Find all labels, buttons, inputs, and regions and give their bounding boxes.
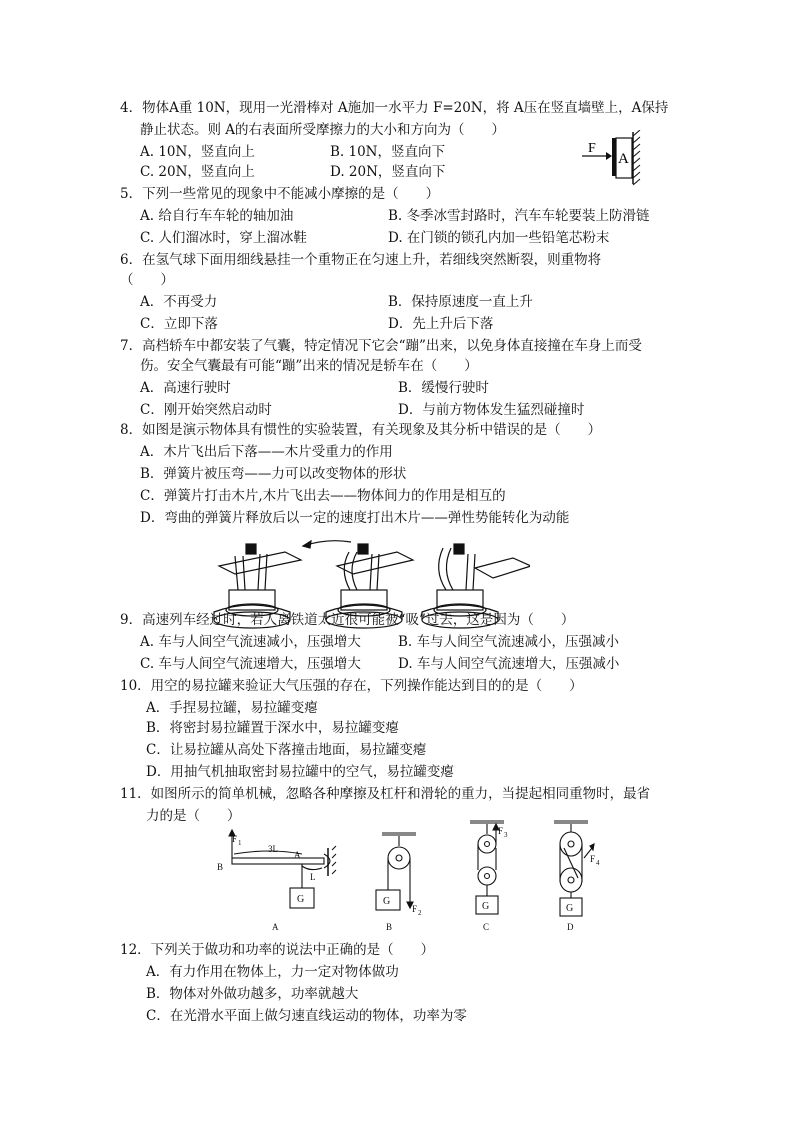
label-3l: 3L [268,844,278,854]
label-f4: F [590,854,596,864]
machine-d-pulley-block [554,820,600,932]
caption-b: B [386,922,393,932]
q4-option-b: B. 10N，竖直向下 [330,144,445,160]
q6-option-a: A．不再受力 [140,294,218,310]
label-l: L [310,872,316,882]
q7-option-c: C．刚开始突然启动时 [140,402,272,418]
q7-stem-line-1: 7．高档轿车中都安装了气囊，特定情况下它会“蹦”出来，以免身体直接撞在车身上而受 [120,338,642,354]
q9-option-c: C. 车与人间空气流速增大，压强增大 [140,656,361,672]
q4-option-c: C. 20N，竖直向上 [140,164,255,180]
q12-option-a: A．有力作用在物体上，力一定对物体做功 [146,964,399,980]
label-f4-sub: 4 [596,859,600,867]
caption-d: D [567,922,574,932]
q5-stem: 5．下列一些常见的现象中不能减小摩擦的是（ ） [120,186,440,202]
q4-label-f: F [588,141,596,156]
q6-option-b: B．保持原速度一直上升 [388,294,533,310]
label-f1-sub: 1 [238,839,242,847]
q9-stem: 9．高速列车经过时，若人离铁道太近很可能被“吸”过去，这是因为（ ） [120,612,575,628]
q7-option-d: D．与前方物体发生猛烈碰撞时 [398,402,585,418]
label-f2: F [412,904,418,914]
label-b: B [217,862,224,872]
q10-option-a: A．手捏易拉罐，易拉罐变瘪 [146,700,318,716]
q7-option-b: B．缓慢行驶时 [398,380,489,396]
q7-option-a: A．高速行驶时 [140,380,231,396]
machine-a-lever [217,830,336,932]
q4-option-a: A. 10N，竖直向上 [140,144,255,160]
q12-stem: 12．下列关于做功和功率的说法中正确的是（ ） [120,942,435,958]
q12-option-c: C．在光滑水平面上做匀速直线运动的物体，功率为零 [146,1008,467,1024]
q7-stem-line-2: 伤。安全气囊最有可能“蹦”出来的情况是轿车在（ ） [140,358,478,374]
label-f3: F [498,826,504,836]
q11-stem-line-1: 11．如图所示的简单机械，忽略各种摩擦及杠杆和滑轮的重力，当提起相同重物时，最省 [120,786,651,802]
q6-stem-line-1: 6．在氢气球下面用细线悬挂一个重物正在匀速上升，若细线突然断裂，则重物将 [120,252,602,268]
label-g-c: G [482,901,490,912]
machine-c-movable-pulley [470,820,508,932]
label-f2-sub: 2 [418,909,422,917]
q5-option-a: A. 给自行车车轮的轴加油 [140,208,294,224]
label-a-point: A [294,850,301,860]
q6-option-d: D．先上升后下落 [388,316,494,332]
q10-option-c: C．让易拉罐从高处下落撞击地面，易拉罐变瘪 [146,742,427,758]
label-g-a: G [297,894,305,905]
q8-option-b: B．弹簧片被压弯——力可以改变物体的形状 [140,466,407,482]
q4-label-a: A [618,151,629,167]
label-g-b: G [383,896,391,907]
q8-option-d: D．弯曲的弹簧片释放后以一定的速度打出木片——弹性势能转化为动能 [140,510,570,526]
q4-figure [578,130,648,186]
q9-option-a: A. 车与人间空气流速减小，压强增大 [140,634,361,650]
q9-option-b: B. 车与人间空气流速减小，压强减小 [398,634,620,650]
q11-stem-line-2: 力的是（ ） [146,808,241,824]
q8-option-a: A．木片飞出后下落——木片受重力的作用 [140,444,393,460]
machine-b-fixed-pulley [376,832,422,932]
q5-option-d: D. 在门锁的锁孔内加一些铅笔芯粉末 [388,230,610,246]
q10-option-b: B．将密封易拉罐置于深水中，易拉罐变瘪 [146,720,399,736]
label-g-d: G [566,903,574,914]
q11-figure-simple-machines [210,818,600,936]
caption-c: C [483,922,490,932]
q4-stem-line-2: 静止状态。则 A的右表面所受摩擦力的大小和方向为（ ） [140,122,506,138]
label-f3-sub: 3 [504,831,508,839]
q6-stem-line-2: （ ） [120,272,174,288]
q6-option-c: C．立即下落 [140,316,218,332]
q10-option-d: D．用抽气机抽取密封易拉罐中的空气，易拉罐变瘪 [146,764,454,780]
label-f1: F [232,834,238,844]
q9-option-d: D. 车与人间空气流速增大，压强减小 [398,656,620,672]
q4-option-d: D. 20N，竖直向下 [330,164,446,180]
caption-a: A [272,922,279,932]
q4-stem-line-1: 4．物体A重 10N，现用一光滑棒对 A施加一水平力 F=20N，将 A压在竖直墙壁上，A保持 [120,100,669,116]
q8-stem: 8．如图是演示物体具有惯性的实验装置，有关现象及其分析中错误的是（ ） [120,422,602,438]
q8-option-c: C．弹簧片打击木片,木片飞出去——物体间力的作用是相互的 [140,488,506,504]
q5-option-b: B. 冬季冰雪封路时，汽车车轮要装上防滑链 [388,208,650,224]
q10-stem: 10．用空的易拉罐来验证大气压强的存在，下列操作能达到目的的是（ ） [120,678,583,694]
q5-option-c: C. 人们溜冰时，穿上溜冰鞋 [140,230,307,246]
q12-option-b: B．物体对外做功越多，功率就越大 [146,986,359,1002]
